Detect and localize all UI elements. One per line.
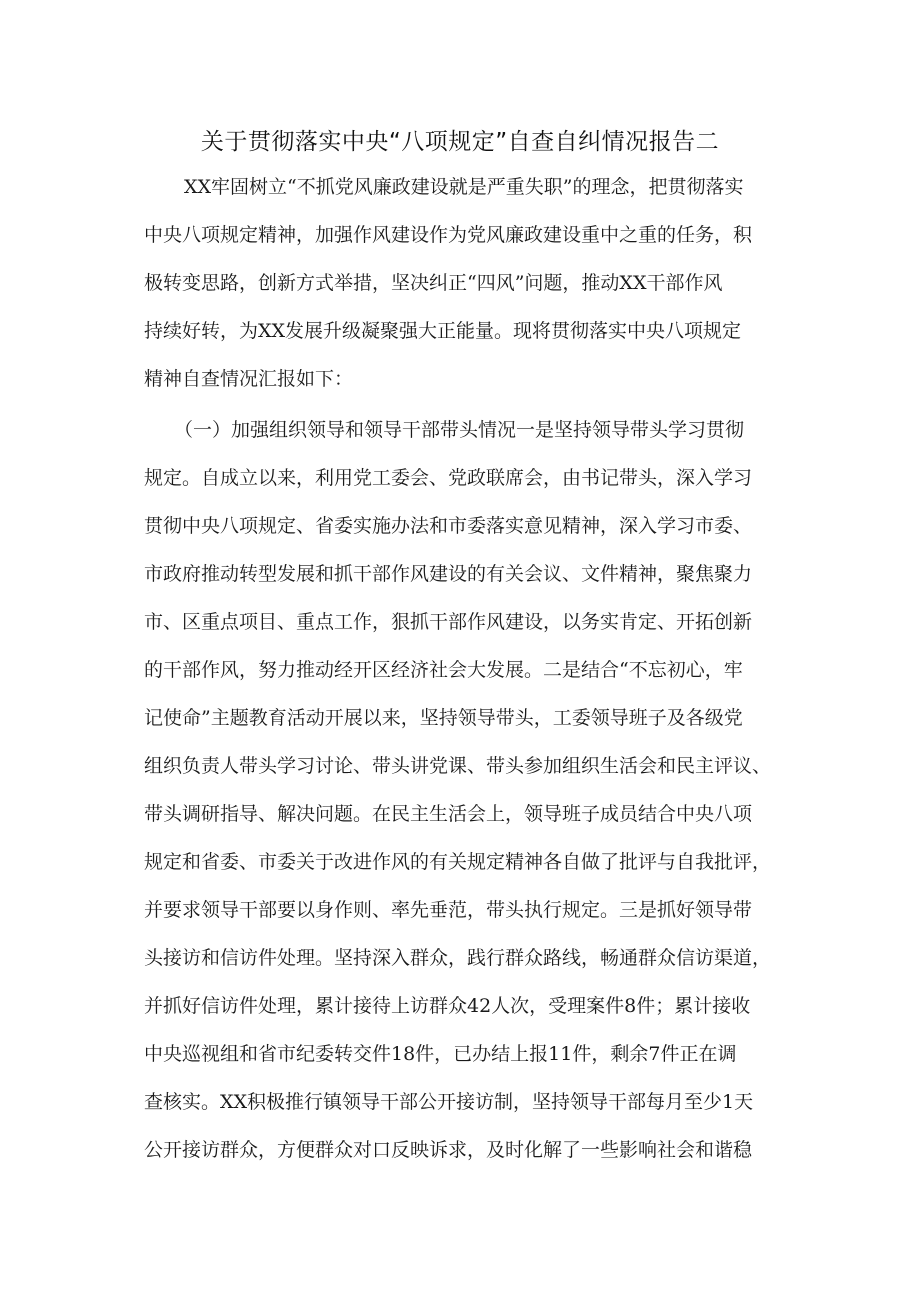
paragraph-2-line-1: （一）加强组织领导和领导干部带头情况一是坚持领导带头学习贯彻 [174, 419, 745, 441]
paragraph-1-line-1: XX牢固树立“不抓党风廉政建设就是严重失职”的理念，把贯彻落实 [184, 176, 744, 198]
paragraph-2-line-7: 记使命”主题教育活动开展以来，坚持领导带头，工委领导班子及各级党 [144, 707, 743, 729]
paragraph-2-line-14: 中央巡视组和省市纪委转交件18件，已办结上报11件，剩余7件正在调 [144, 1043, 737, 1065]
paragraph-2-line-16: 公开接访群众，方便群众对口反映诉求，及时化解了一些影响社会和谐稳 [144, 1139, 753, 1161]
document-title: 关于贯彻落实中央“八项规定”自查自纠情况报告二 [200, 129, 720, 155]
paragraph-2-line-15: 查核实。XX积极推行镇领导干部公开接访制，坚持领导干部每月至少1天 [144, 1091, 754, 1113]
paragraph-2-line-11: 并要求领导干部要以身作则、率先垂范，带头执行规定。三是抓好领导带 [144, 899, 753, 921]
paragraph-1-line-3: 极转变思路，创新方式举措，坚决纠正“四风”问题，推动XX干部作风 [144, 272, 723, 294]
paragraph-1-line-2: 中央八项规定精神，加强作风建设作为党风廉政建设重中之重的任务，积 [144, 224, 753, 246]
paragraph-2-line-8: 组织负责人带头学习讨论、带头讲党课、带头参加组织生活会和民主评议、 [144, 755, 772, 777]
paragraph-2-line-3: 贯彻中央八项规定、省委实施办法和市委落实意见精神，深入学习市委、 [144, 515, 753, 537]
paragraph-1-line-5: 精神自查情况汇报如下： [144, 368, 354, 390]
paragraph-2-line-2: 规定。自成立以来，利用党工委会、党政联席会，由书记带头，深入学习 [144, 467, 753, 489]
paragraph-2-line-10: 规定和省委、市委关于改进作风的有关规定精神各自做了批评与自我批评， [144, 851, 772, 873]
paragraph-2-line-9: 带头调研指导、解决问题。在民主生活会上，领导班子成员结合中央八项 [144, 803, 753, 825]
paragraph-2-line-4: 市政府推动转型发展和抓干部作风建设的有关会议、文件精神，聚焦聚力 [144, 563, 753, 585]
paragraph-2-line-13: 并抓好信访件处理，累计接待上访群众42人次，受理案件8件；累计接收 [144, 995, 751, 1017]
paragraph-1-line-4: 持续好转，为XX发展升级凝聚强大正能量。现将贯彻落实中央八项规定 [144, 320, 742, 342]
paragraph-2-line-6: 的干部作风，努力推动经开区经济社会大发展。二是结合“不忘初心，牢 [144, 659, 743, 681]
paragraph-2-line-12: 头接访和信访件处理。坚持深入群众，践行群众路线，畅通群众信访渠道， [144, 947, 772, 969]
paragraph-2-line-5: 市、区重点项目、重点工作，狠抓干部作风建设，以务实肯定、开拓创新 [144, 611, 753, 633]
